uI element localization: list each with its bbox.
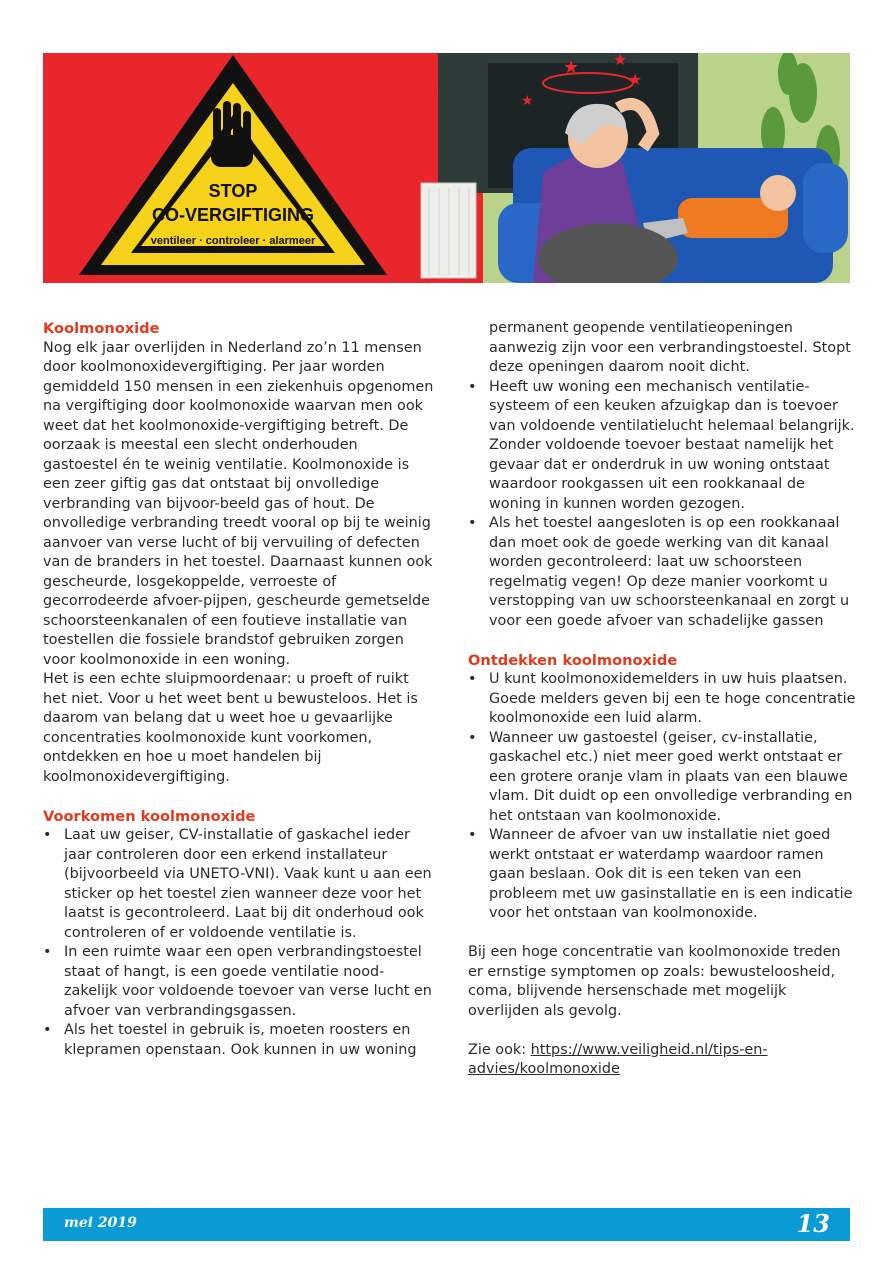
list-item: • Als het toestel in gebruik is, moeten roosters en klepramen openstaan. Ook kunnen in uw woning [43,1021,435,1060]
list-item: • Laat uw geiser, CV-installatie of gaskachel ieder jaar controleren door een erkend installateur (bijvoorbeeld via UNETO-VNI). Vaak kunt u aan een sticker op het toestel zien wanneer deze voor het laatst is gecontroleerd. Laat bij dit onderhoud ook controleren of er voldoende ventilatie is. [43,826,435,943]
banner-illustration [43,53,850,283]
heading-ontdekken: Ontdekken koolmonoxide [468,651,678,669]
sign-tagline: ventileer · controleer · alarmeer [150,235,316,247]
veiligheid-link[interactable]: https://www.veiligheid.nl/tips-en-advies/koolmonoxide [468,1041,768,1077]
detection-list [468,670,856,924]
continued-text: permanent geopende ventilatieopeningen aanwezig zijn voor een verbrandingstoestel. Stopt deze openingen daarom nooit dicht. [489,320,851,375]
page-number: 13 [796,1209,830,1238]
see-also [468,1041,856,1080]
svg-text:★: ★ [613,53,628,69]
prevention-list-continued [468,378,856,632]
list-item: • Als het toestel aangesloten is op een rookkanaal dan moet ook de goede werking van dit kanaal worden gecontroleerd: laat uw schoorsteen regelmatig vegen! Op deze manier voorkomt u verstopping van uw schoorsteenkanaal en zorgt u voor een goede afvoer van schadelijke gassen [468,514,856,631]
sign-subtitle: CO-VERGIFTIGING [152,205,314,225]
heading-koolmonoxide: Koolmonoxide [43,320,160,337]
left-column [43,319,435,1060]
list-item: • Wanneer de afvoer van uw installatie niet goed werkt ontstaat er waterdamp waardoor ramen gaan beslaan. Ook dit is een teken van een probleem met uw gasinstallatie en is een indicatie voor het ontstaan van koolmonoxide. [468,826,856,924]
list-item: • In een ruimte waar een open verbrandingstoestel staat of hangt, is een goede ventilatie nood-zakelijk voor voldoende toevoer van verse lucht en afvoer van verbrandingsgassen. [43,943,435,1021]
issue-date: mei 2019 [64,1215,137,1231]
list-item: • Heeft uw woning een mechanisch ventilatie-systeem of een keuken afzuigkap dan is toevoer van voldoende ventilatielucht helemaal belangrijk. Zonder voldoende toevoer bestaat namelijk het gevaar dat er onderdruk in uw woning ontstaat waardoor rookgassen uit een rookkanaal de woning in kunnen worden gezogen. [468,378,856,515]
see-also-label: Zie ook: [468,1041,531,1058]
svg-text:★: ★ [521,93,534,109]
svg-text:★: ★ [563,57,580,78]
header-banner [43,53,850,283]
danger-paragraph: Het is een echte sluipmoordenaar: u proeft of ruikt het niet. Voor u het weet bent u bewusteloos. Het is daarom van belang dat u weet hoe u gevaarlijke concentraties koolmonoxide kunt voorkomen, ontdekken en hoe u moet handelen bij koolmonoxidevergiftiging. [43,671,418,785]
footer-bar [43,1208,850,1241]
prevention-list [43,826,435,1060]
symptoms-paragraph: Bij een hoge concentratie van koolmonoxide treden er ernstige symptomen op zoals: bewusteloosheid, coma, blijvende hersenschade met mogelijk overlijden als gevolg. [468,944,841,1019]
right-column [468,319,856,1080]
sign-title: STOP [208,181,258,201]
list-item: • Wanneer uw gastoestel (geiser, cv-installatie, gaskachel etc.) niet meer goed werkt ontstaat er een grotere oranje vlam in plaats van een blauwe vlam. Dit duidt op een onvolledige verbranding en het ontstaan van koolmonoxide. [468,729,856,827]
svg-text:★: ★ [628,70,643,89]
heading-voorkomen: Voorkomen koolmonoxide [43,807,256,825]
list-item: • U kunt koolmonoxidemelders in uw huis plaatsen. Goede melders geven bij een te hoge concentratie koolmonoxide een luid alarm. [468,670,856,729]
intro-paragraph: Nog elk jaar overlijden in Nederland zo’n 11 mensen door koolmonoxidevergiftiging. Per jaar worden gemiddeld 150 mensen in een ziekenhuis opgenomen na vergiftiging door koolmonoxide waarvan men ook weet dat het koolmonoxide-vergiftiging betreft. De oorzaak is meestal een slecht onderhouden gastoestel én te weinig ventilatie. Koolmonoxide is een zeer giftig gas dat ontstaat bij onvolledige verbranding van bijvoor-beeld gas of hout. De onvolledige verbranding treedt vooral op bij te weinig aanvoer van verse lucht of bij vervuiling of defecten van de branders in het toestel. Daarnaast kunnen ook gescheurde, losgekoppelde, verroeste of gecorrodeerde afvoer-pijpen, gescheurde gemetselde schoorsteenkanalen of een foutieve installatie van toestellen die fossiele brandstof gebruiken zorgen voor koolmonoxide in een woning. [43,339,434,668]
